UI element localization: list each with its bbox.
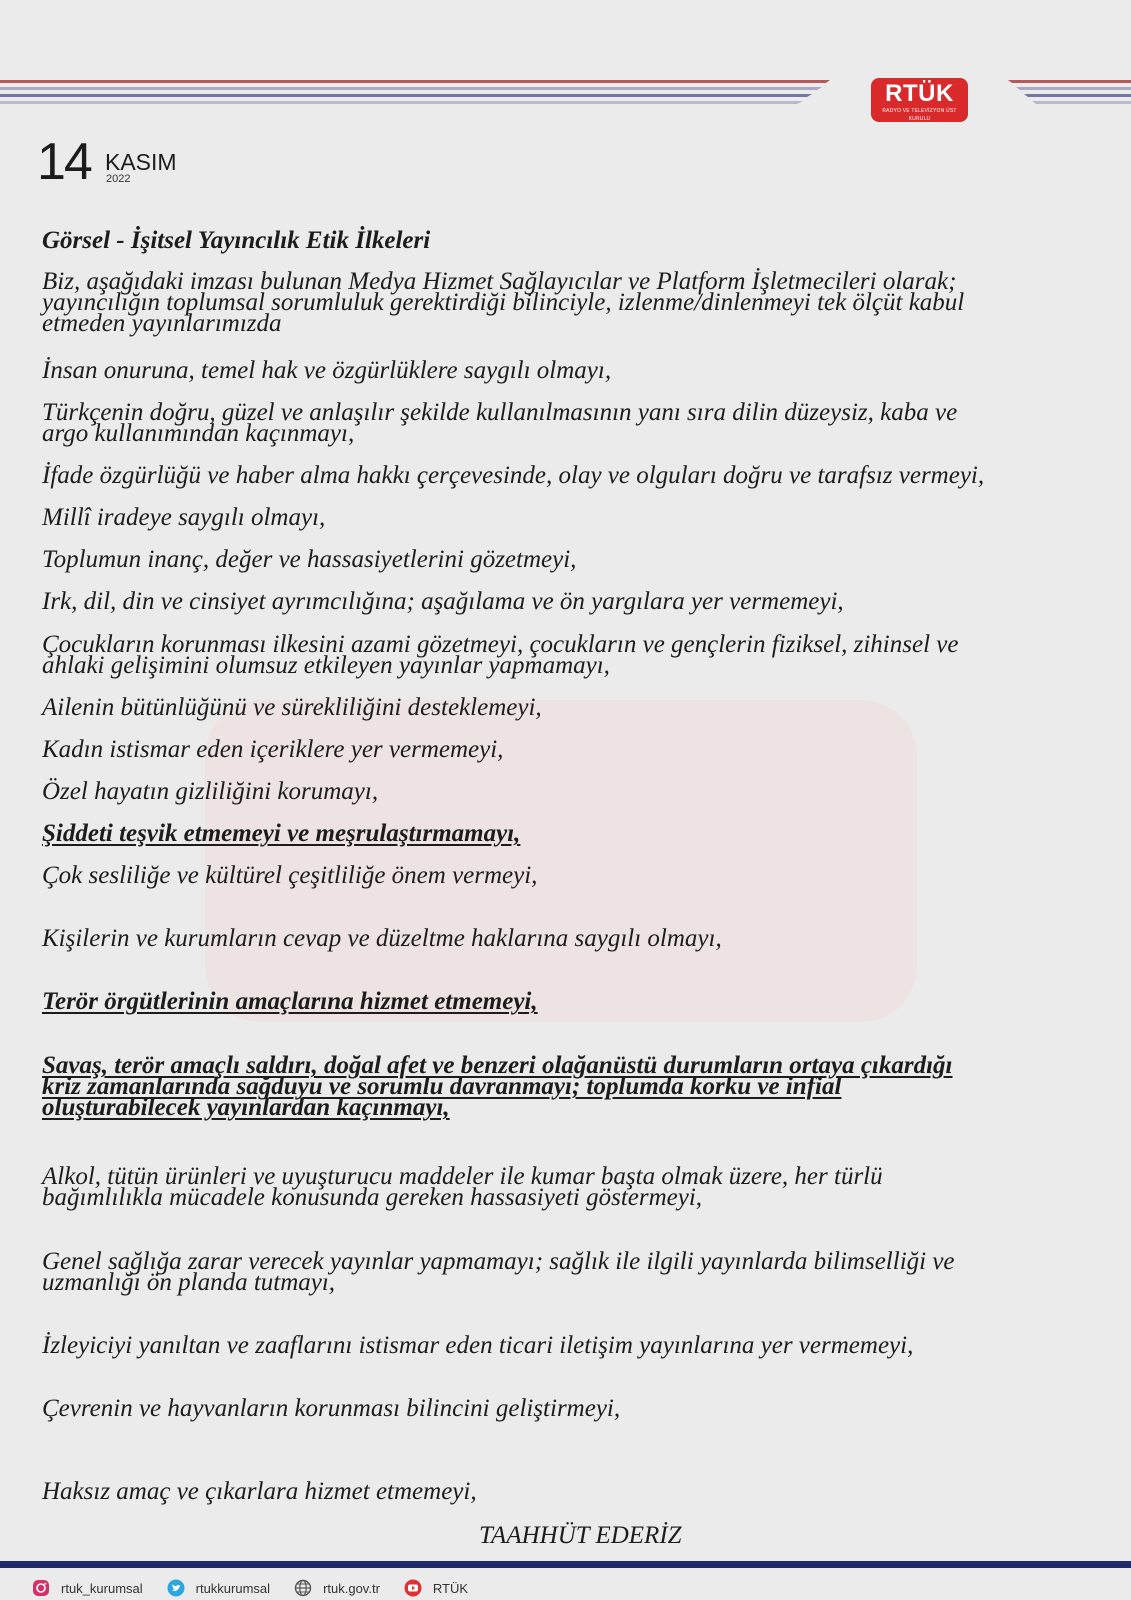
paragraph-national-will: Millî iradeye saygılı olmayı,: [42, 504, 326, 531]
date-day: 14: [37, 133, 91, 191]
paragraph-unfair-interests: Haksız amaç ve çıkarlara hizmet etmemeyi,: [42, 1478, 477, 1505]
paragraph-discrimination: Irk, dil, din ve cinsiyet ayrımcılığına; aşağılama ve ön yargılara yer vermemeyi,: [42, 588, 844, 615]
paragraph-environment: Çevrenin ve hayvanların korunması bilincini geliştirmeyi,: [42, 1395, 621, 1422]
logo-subtext: RADYO VE TELEVİZYON ÜST KURULU: [882, 108, 957, 122]
paragraph-women: Kadın istismar eden içeriklere yer vermemeyi,: [42, 736, 504, 763]
footer-social-links: [32, 1576, 492, 1600]
footer-instagram-link[interactable]: [32, 1579, 143, 1597]
paragraph-turkish-language: Türkçenin doğru, güzel ve anlaşılır şekilde kullanılmasının yanı sıra dilin düzeysiz, kaba ve argo kullanımından kaçınmayı,: [42, 399, 958, 447]
document-title: Görsel - İşitsel Yayıncılık Etik İlkeleri: [42, 227, 431, 254]
paragraph-crisis-times: Savaş, terör amaçlı saldırı, doğal afet ve benzeri olağanüstü durumların ortaya çıkardığı kriz zamanlarında sağduyu ve sorumlu davranmayı; toplumda korku ve infial oluşturabilecek yayınlardan kaçınmayı,: [42, 1052, 953, 1121]
instagram-handle: rtuk_kurumsal: [61, 1580, 143, 1596]
header-stripes-left: [0, 80, 830, 110]
header-stripes-right: [1008, 80, 1131, 110]
paragraph-society-values: Toplumun inanç, değer ve hassasiyetlerini gözetmeyi,: [42, 546, 577, 573]
logo-text: RTÜK: [885, 80, 954, 107]
instagram-icon: [32, 1579, 50, 1597]
paragraph-addiction: Alkol, tütün ürünleri ve uyuşturucu maddeler ile kumar başta olmak üzere, her türlü bağımlılıkla mücadele konusunda gereken hassasiyeti göstermeyi,: [42, 1163, 883, 1211]
paragraph-right-of-reply: Kişilerin ve kurumların cevap ve düzeltme haklarına saygılı olmayı,: [42, 925, 722, 952]
paragraph-intro: Biz, aşağıdaki imzası bulunan Medya Hizmet Sağlayıcılar ve Platform İşletmecileri olarak; yayıncılığın toplumsal sorumluluk gerektirdiği bilinciyle, izlenme/dinlenmeyi tek ölçüt kabul etmeden yayınlarımızda: [42, 268, 965, 337]
twitter-icon: [167, 1579, 185, 1597]
website-url: rtuk.gov.tr: [323, 1580, 380, 1596]
globe-icon: [294, 1579, 312, 1597]
paragraph-public-health: Genel sağlığa zarar verecek yayınlar yapmamayı; sağlık ile ilgili yayınlarda bilimselliği ve uzmanlığı ön planda tutmayı,: [42, 1248, 955, 1296]
paragraph-violence: Şiddeti teşvik etmemeyi ve meşrulaştırmamayı,: [42, 820, 521, 847]
footer-website-link[interactable]: [294, 1579, 380, 1597]
rtuk-logo: [871, 78, 968, 122]
paragraph-family: Ailenin bütünlüğünü ve sürekliliğini desteklemeyi,: [42, 694, 542, 721]
youtube-icon: [404, 1579, 422, 1597]
paragraph-privacy: Özel hayatın gizliliğini korumayı,: [42, 778, 379, 805]
date-year: 2022: [106, 173, 131, 185]
date-month: KASIM: [105, 149, 177, 175]
twitter-handle: rtukkurumsal: [195, 1580, 271, 1596]
paragraph-freedom-of-expression: İfade özgürlüğü ve haber alma hakkı çerçevesinde, olay ve olguları doğru ve tarafsız vermeyi,: [42, 462, 985, 489]
footer-youtube-link[interactable]: [404, 1579, 468, 1597]
footer-divider: [0, 1561, 1131, 1568]
youtube-channel: RTÜK: [432, 1580, 469, 1596]
paragraph-human-dignity: İnsan onuruna, temel hak ve özgürlüklere saygılı olmayı,: [42, 357, 612, 384]
paragraph-child-protection: Çocukların korunması ilkesini azami gözetmeyi, çocukların ve gençlerin fiziksel, zihinsel ve ahlaki gelişimini olumsuz etkileyen yayınlar yapmamayı,: [42, 631, 959, 679]
closing-statement: TAAHHÜT EDERİZ: [479, 1522, 682, 1549]
paragraph-terror-organizations: Terör örgütlerinin amaçlarına hizmet etmemeyi,: [42, 988, 538, 1015]
paragraph-pluralism: Çok sesliliğe ve kültürel çeşitliliğe önem vermeyi,: [42, 862, 538, 889]
footer-twitter-link[interactable]: [167, 1579, 270, 1597]
paragraph-commercial-communication: İzleyiciyi yanıltan ve zaaflarını istismar eden ticari iletişim yayınlarına yer vermemeyi,: [42, 1332, 914, 1359]
